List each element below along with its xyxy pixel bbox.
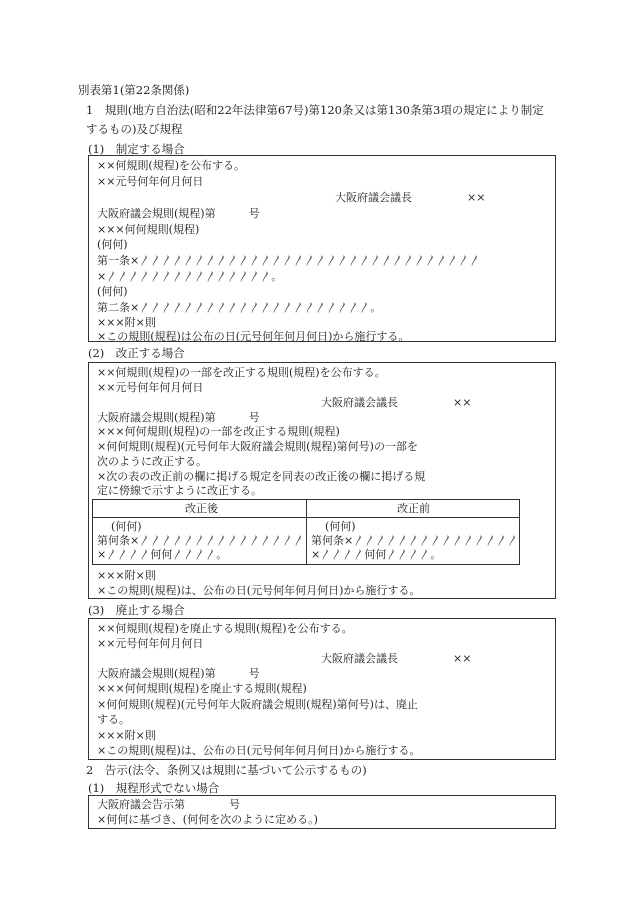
column-header-before: 改正前 bbox=[397, 502, 430, 515]
subsection-3-title: (3) 廃止する場合 bbox=[88, 603, 185, 617]
item-1-title-line-1: 1 規則(地方自治法(昭和22年法律第67号)第120条又は第130条第3項の規定により制定 bbox=[86, 103, 544, 117]
repeal-sample-box bbox=[88, 618, 556, 760]
promulgation-line: ××何規則(規程)を廃止する規則(規程)を公布する。 bbox=[97, 622, 353, 635]
amendment-body-line-1: ×何何規則(規程)(元号何年大阪府議会規則(規程)第何号)の一部を bbox=[97, 440, 418, 453]
appendix-heading: 別表第1(第22条関係) bbox=[78, 83, 190, 97]
amendment-sample-box bbox=[88, 362, 556, 599]
signatory-line: 大阪府議会議長 ×× bbox=[321, 396, 472, 409]
signatory-line: 大阪府議会議長 ×× bbox=[335, 191, 486, 204]
subsection-1-title: (1) 制定する場合 bbox=[88, 142, 185, 156]
item-1-title-line-2: するもの)及び規程 bbox=[86, 122, 183, 136]
table-header-divider bbox=[93, 517, 519, 518]
article-1-line-2: ×〳〳〳〳〳〳〳〳〳〳〳〳〳〳〳。 bbox=[97, 270, 283, 283]
effective-date-line: ×この規則(規程)は、公布の日(元号何年何月何日)から施行する。 bbox=[97, 584, 421, 597]
amendment-body-line-3: ×次の表の改正前の欄に掲げる規定を同表の改正後の欄に掲げる規 bbox=[97, 470, 426, 483]
regulation-number-line: 大阪府議会規則(規程)第 号 bbox=[97, 411, 260, 424]
article-caption-2: (何何) bbox=[97, 285, 128, 298]
enactment-sample-box bbox=[88, 155, 556, 342]
repeal-body-line-1: ×何何規則(規程)(元号何年大阪府議会規則(規程)第何号)は、廃止 bbox=[97, 698, 418, 711]
after-article-line: 第何条×〳〳〳〳〳〳〳〳〳〳〳〳〳〳〳 bbox=[97, 534, 305, 547]
supplementary-heading: ×××附×則 bbox=[97, 316, 156, 329]
article-2-line: 第二条×〳〳〳〳〳〳〳〳〳〳〳〳〳〳〳〳〳〳〳〳〳。 bbox=[97, 301, 382, 314]
item-2-title: 2 告示(法令、条例又は規則に基づいて公示するもの) bbox=[86, 763, 367, 777]
regulation-title-line: ×××何何規則(規程)を廃止する規則(規程) bbox=[97, 682, 307, 695]
date-line: ××元号何年何月何日 bbox=[97, 381, 204, 394]
effective-date-line: ×この規則(規程)は公布の日(元号何年何月何日)から施行する。 bbox=[97, 330, 410, 343]
article-1-line-1: 第一条×〳〳〳〳〳〳〳〳〳〳〳〳〳〳〳〳〳〳〳〳〳〳〳〳〳〳〳〳〳〳〳 bbox=[97, 254, 481, 267]
after-caption: (何何) bbox=[111, 520, 142, 533]
before-article-line-2: ×〳〳〳〳何何〳〳〳〳。 bbox=[311, 548, 442, 561]
regulation-title-line: ×××何何規則(規程)の一部を改正する規則(規程) bbox=[97, 425, 340, 438]
after-article-line-2: ×〳〳〳〳何何〳〳〳〳。 bbox=[97, 548, 228, 561]
promulgation-line: ××何規則(規程)を公布する。 bbox=[97, 159, 246, 172]
before-caption: (何何) bbox=[325, 520, 356, 533]
supplementary-heading: ×××附×則 bbox=[97, 569, 156, 582]
article-caption-1: (何何) bbox=[97, 238, 128, 251]
column-header-after: 改正後 bbox=[185, 502, 218, 515]
supplementary-heading: ×××附×則 bbox=[97, 729, 156, 742]
amendment-body-line-2: 次のように改正する。 bbox=[97, 455, 207, 468]
date-line: ××元号何年何月何日 bbox=[97, 175, 204, 188]
effective-date-line: ×この規則(規程)は、公布の日(元号何年何月何日)から施行する。 bbox=[97, 744, 421, 757]
before-article-line: 第何条×〳〳〳〳〳〳〳〳〳〳〳〳〳〳〳 bbox=[311, 534, 519, 547]
subsection-4-title: (1) 規程形式でない場合 bbox=[88, 781, 220, 795]
regulation-number-line: 大阪府議会規則(規程)第 号 bbox=[97, 207, 260, 220]
promulgation-line: ××何規則(規程)の一部を改正する規則(規程)を公布する。 bbox=[97, 366, 386, 379]
subsection-2-title: (2) 改正する場合 bbox=[88, 346, 185, 360]
repeal-body-line-2: する。 bbox=[97, 713, 130, 726]
notice-body-line: ×何何に基づき、(何何を次のように定める。) bbox=[97, 813, 318, 826]
regulation-title-line: ×××何何規則(規程) bbox=[97, 223, 200, 236]
comparison-table bbox=[92, 499, 520, 565]
date-line: ××元号何年何月何日 bbox=[97, 637, 204, 650]
signatory-line: 大阪府議会議長 ×× bbox=[321, 652, 472, 665]
amendment-body-line-4: 定に傍線で示すように改正する。 bbox=[97, 484, 262, 497]
notice-number-line: 大阪府議会告示第 号 bbox=[97, 798, 240, 811]
table-column-divider bbox=[306, 500, 307, 564]
notice-sample-box bbox=[88, 795, 556, 829]
regulation-number-line: 大阪府議会規則(規程)第 号 bbox=[97, 667, 260, 680]
